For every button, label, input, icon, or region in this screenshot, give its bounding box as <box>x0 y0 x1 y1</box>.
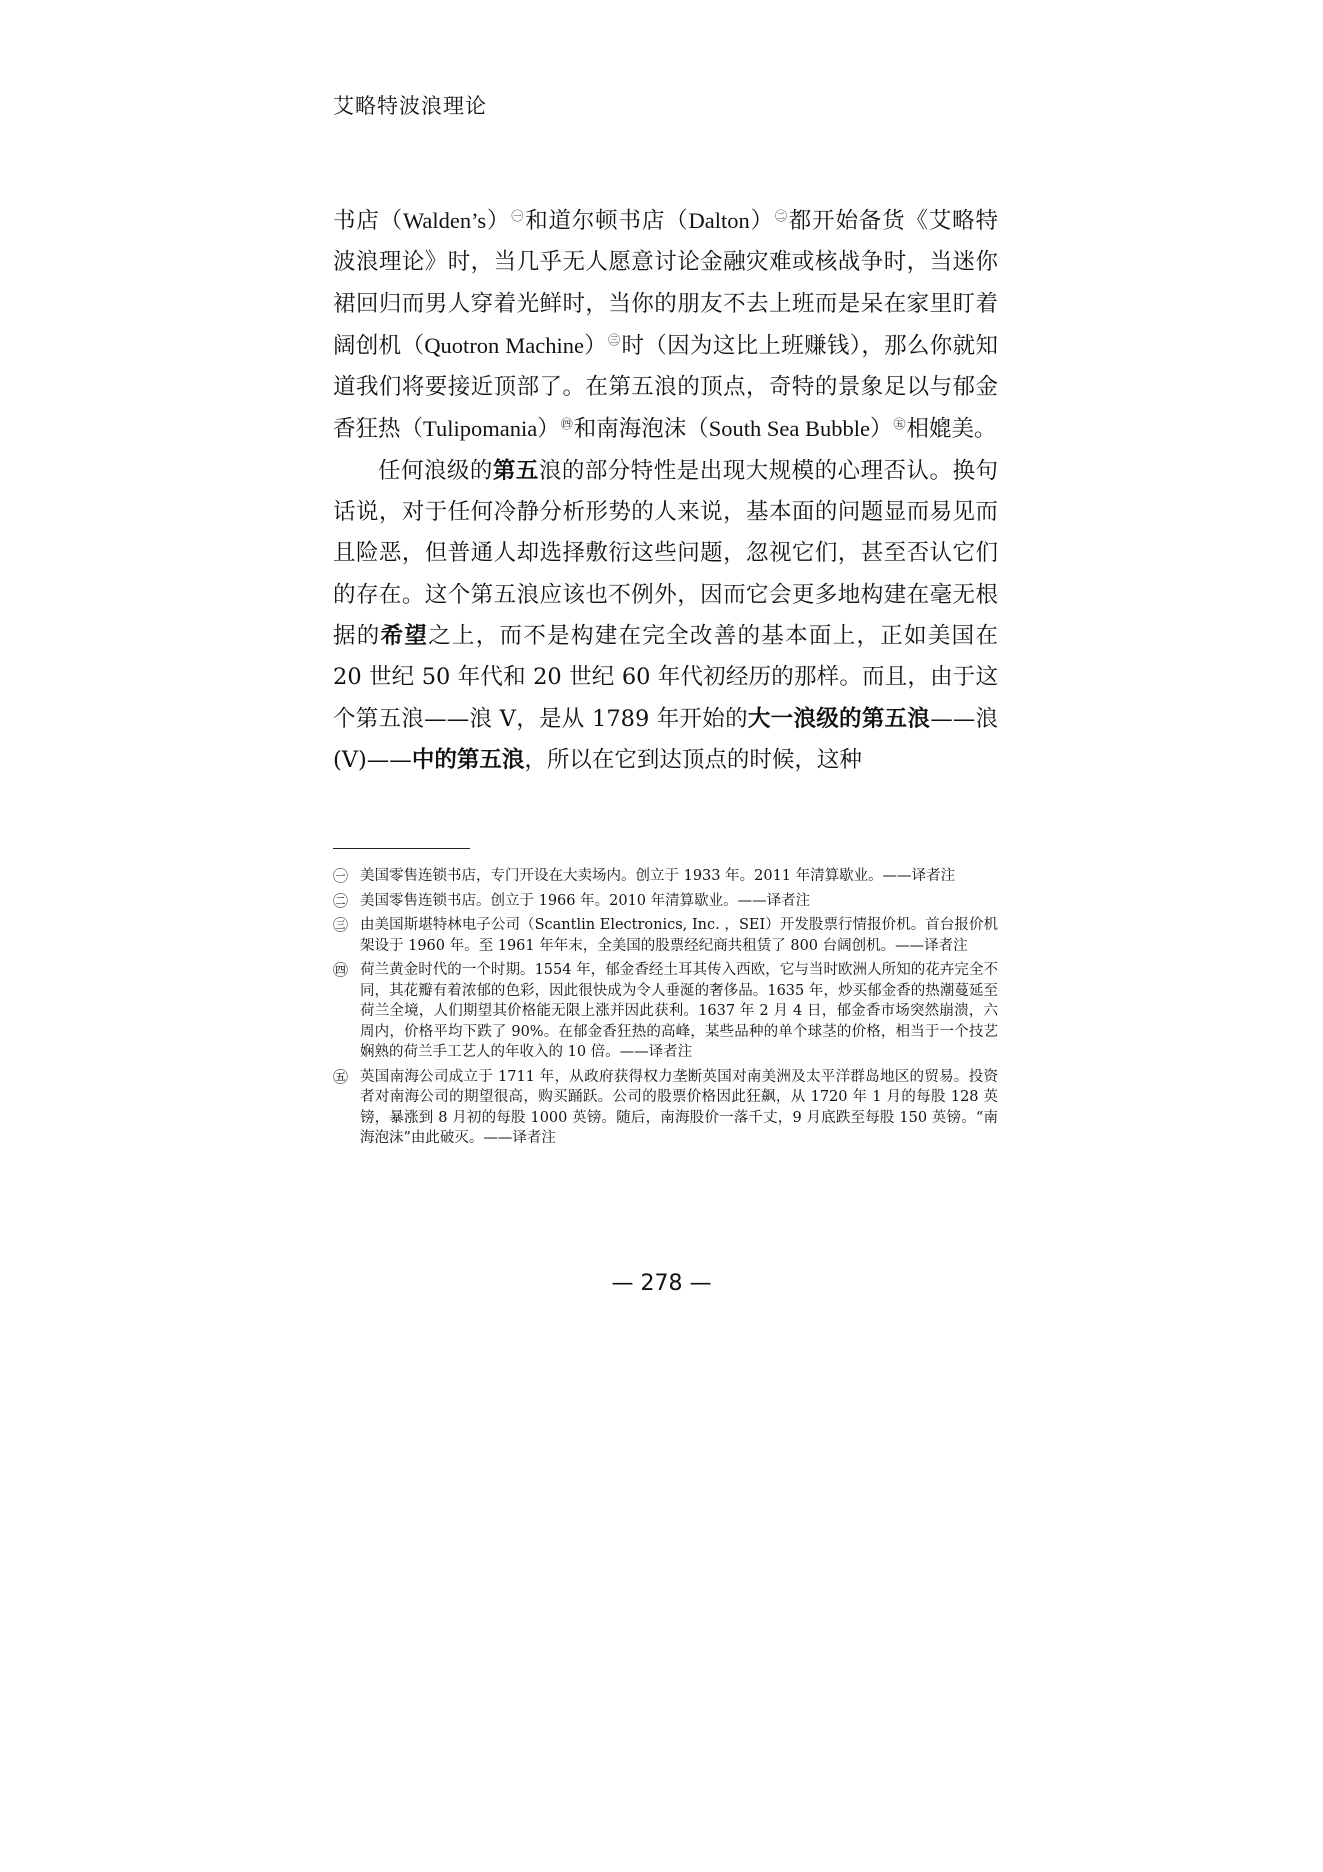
text-span: 书店（ <box>333 208 403 234</box>
text-span: ） <box>749 208 774 234</box>
footnote-marker: ㊁ <box>333 891 349 910</box>
footnote-ref-5[interactable]: ㊄ <box>893 416 906 431</box>
text-span: 之上，而不是构建在完全改善的基本面上，正如美国在 20 世纪 50 年代和 20 世纪 60 年代初经历的那样。而且，由于这个第五浪——浪 V，是从 1789 年开始的 <box>333 622 998 732</box>
footnotes <box>333 866 998 1153</box>
emphasis-text: 大一浪级的第五浪 <box>747 705 931 732</box>
paragraph-2 <box>333 451 998 781</box>
running-title: 艾略特波浪理论 <box>333 94 487 118</box>
footnote-text: 由美国斯堪特林电子公司（Scantlin Electronics, Inc. ，SEI）开发股票行情报价机。首台报价机架设于 1960 年。至 1961 年年末，全美国的股票经纪商共租赁了 800 台阔创机。——译者注 <box>360 917 998 954</box>
footnote-text: 美国零售连锁书店。创立于 1966 年。2010 年清算歇业。——译者注 <box>360 892 811 909</box>
footnote-item <box>333 866 998 887</box>
emphasis-text: 希望 <box>380 622 429 649</box>
footnote-marker: ㊄ <box>333 1067 349 1086</box>
text-span: 和道尔顿书店（ <box>525 208 689 234</box>
footnote-ref-1[interactable]: ㊀ <box>511 208 525 223</box>
footnote-marker: ㊀ <box>333 867 349 885</box>
text-span: South Sea Bubble <box>708 416 870 442</box>
text-span: 时（因为这比上班赚钱），那么你就知道我们将要接近顶部了。在第五浪的顶点，奇特的景象足以与郁金香狂热（ <box>333 332 998 443</box>
text-span: Dalton <box>688 208 750 233</box>
paragraph-1 <box>333 200 998 451</box>
emphasis-text: 中的第五浪 <box>411 746 525 773</box>
footnote-item <box>333 891 998 912</box>
text-span: ——浪(V)—— <box>333 705 998 773</box>
text-span: 都开始备货《艾略特波浪理论》时，当几乎无人愿意讨论金融灾难或核战争时，当迷你裙回归而男人穿着光鲜时，当你的朋友不去上班而是呆在家里盯着阔创机（ <box>333 208 998 359</box>
footnote-text: 荷兰黄金时代的一个时期。1554 年，郁金香经土耳其传入西欧，它与当时欧洲人所知的花卉完全不同，其花瓣有着浓郁的色彩，因此很快成为令人垂涎的奢侈品。1635 年，炒买郁金香的热潮蔓延至荷兰全境，人们期望其价格能无限上涨并因此获利。1637 年 2 月 4 日，郁金香市场突然崩溃，六周内，价格平均下跌了 90%。在郁金香狂热的高峰，某些品种的单个球茎的价格，相当于一个技艺娴熟的荷兰手工艺人的年收入的 10 倍。——译者注 <box>360 962 998 1060</box>
text-span: Quotron Machine <box>424 332 584 358</box>
footnote-text: 英国南海公司成立于 1711 年，从政府获得权力垄断英国对南美洲及太平洋群岛地区的贸易。投资者对南海公司的期望很高，购买踊跃。公司的股票价格因此狂飙，从 1720 年 1 月的每股 128 英镑，暴涨到 8 月初的每股 1000 英镑。随后，南海股价一落千丈，9 月底跌至每股 150 英镑。“南海泡沫”由此破灭。——译者注 <box>360 1068 998 1146</box>
text-span: ） <box>537 416 560 443</box>
text-span: ） <box>583 332 608 359</box>
text-span: ） <box>870 416 893 443</box>
footnote-item <box>333 960 998 1063</box>
main-text <box>333 200 998 781</box>
text-span: ，所以在它到达顶点的时候，这种 <box>524 746 862 773</box>
footnote-ref-4[interactable]: ㊃ <box>560 416 573 431</box>
page-number: — 278 — <box>611 1271 712 1296</box>
footnote-item <box>333 915 998 956</box>
text-span: 任何浪级的 <box>378 457 493 484</box>
text-span: 和南海泡沫（ <box>573 416 709 443</box>
footnote-ref-2[interactable]: ㊁ <box>774 208 788 223</box>
footnote-marker: ㊃ <box>333 961 349 979</box>
footnote-ref-3[interactable]: ㊂ <box>608 333 621 348</box>
footnote-item <box>333 1067 998 1149</box>
text-span: 相媲美。 <box>906 416 997 443</box>
footnote-text: 美国零售连锁书店，专门开设在大卖场内。创立于 1933 年。2011 年清算歇业。——译者注 <box>360 868 956 884</box>
emphasis-text: 第五 <box>492 457 539 484</box>
footnote-marker: ㊂ <box>333 916 349 934</box>
text-span: ） <box>486 208 511 234</box>
footnote-divider <box>333 848 470 849</box>
text-span: 浪的部分特性是出现大规模的心理否认。换句话说，对于任何冷静分析形势的人来说，基本面的问题显而易见而且险恶，但普通人却选择敷衍这些问题，忽视它们，甚至否认它们的存在。这个第五浪应该也不例外，因而它会更多地构建在毫无根据的 <box>333 457 998 649</box>
text-span: Walden’s <box>403 208 487 233</box>
text-span: Tulipomania <box>423 416 538 442</box>
